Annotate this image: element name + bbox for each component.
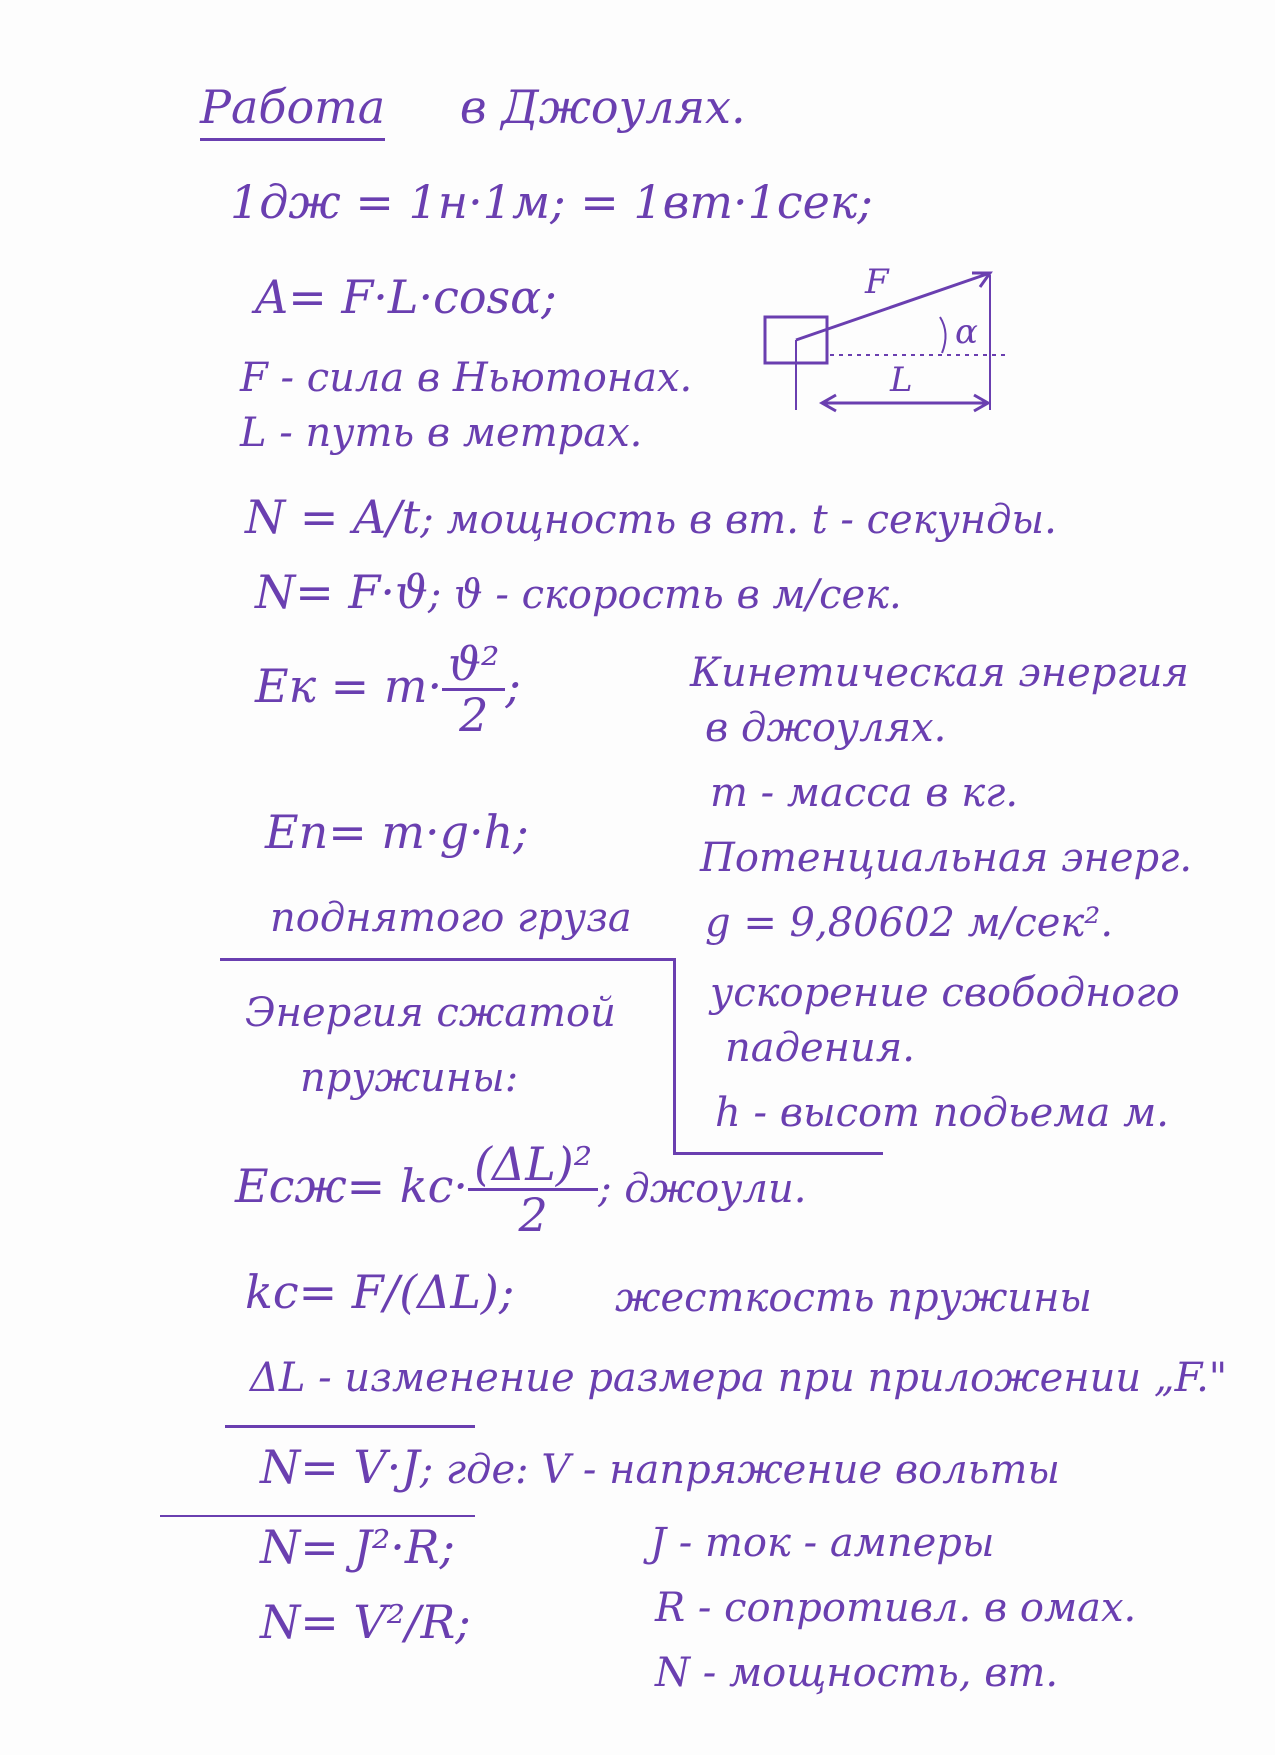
kinetic-desc-1: Кинетическая энергия <box>690 650 1189 696</box>
title-rest: в Джоулях. <box>459 80 746 134</box>
potential-energy-formula: Eп= m·g·h; <box>265 805 529 859</box>
force-diagram <box>750 255 1020 425</box>
g-desc-2: падения. <box>725 1025 915 1071</box>
nvj-formula: N= V·J <box>260 1440 420 1494</box>
spring-energy-formula <box>235 1137 807 1243</box>
page-title <box>200 80 746 134</box>
box-right-rule <box>673 958 676 1153</box>
power-velocity-line <box>255 565 902 619</box>
power-velocity-formula: N= F·ϑ <box>255 565 428 619</box>
mass-description: m - масса в кг. <box>710 770 1019 816</box>
height-description: h - высот подьема м. <box>715 1090 1169 1136</box>
angle-label: α <box>955 312 978 352</box>
esj-description: ; джоули. <box>598 1165 807 1212</box>
title-word: Работа <box>200 80 385 141</box>
stiffness-description: жесткость пружины <box>615 1275 1092 1321</box>
esj-numerator: (ΔL)² <box>468 1140 598 1191</box>
force-description: F - сила в Ньютонах. <box>240 355 693 401</box>
potential-desc-2: поднятого груза <box>270 895 632 941</box>
ek-numerator: ϑ² <box>442 640 505 691</box>
power-description: ; мощность в вт. t - секунды. <box>420 497 1057 543</box>
potential-desc: Потенциальная энерг. <box>700 835 1193 881</box>
ek-fraction <box>442 637 505 743</box>
esj-denominator: 2 <box>518 1188 548 1243</box>
nj2r-formula: N= J²·R; <box>260 1520 456 1574</box>
velocity-description: ; ϑ - скорость в м/сек. <box>427 572 902 618</box>
esj-left: Eсж= kc· <box>235 1158 469 1213</box>
resistance-description: R - сопротивл. в омах. <box>655 1585 1137 1631</box>
kinetic-energy-formula <box>255 637 521 743</box>
electric-top-rule <box>225 1425 475 1428</box>
power-formula: N = A/t <box>245 490 421 544</box>
angle-arc <box>940 317 946 353</box>
force-label: F <box>865 262 889 302</box>
length-label: L <box>890 360 913 400</box>
electric-power-line <box>260 1440 1060 1494</box>
box-top-rule <box>220 958 675 961</box>
spring-title-2: пружины: <box>300 1055 519 1101</box>
nv2r-formula: N= V²/R; <box>260 1595 471 1649</box>
g-desc-1: ускорение свободного <box>710 970 1180 1016</box>
electric-box-rule <box>160 1515 475 1517</box>
esj-fraction <box>468 1137 598 1243</box>
ek-semicolon: ; <box>505 658 521 713</box>
power-unit-description: N - мощность, вт. <box>655 1650 1059 1696</box>
work-formula: A= F·L·cosα; <box>255 270 557 324</box>
kinetic-desc-2: в джоулях. <box>705 705 947 751</box>
ek-denominator: 2 <box>459 688 489 743</box>
ek-left: Eк = m· <box>255 658 443 713</box>
length-description: L - путь в метрах. <box>240 410 643 456</box>
g-value: g = 9,80602 м/сек². <box>705 900 1114 946</box>
power-line <box>245 490 1057 544</box>
joule-definition: 1дж = 1н·1м; = 1вт·1сек; <box>230 175 873 229</box>
current-description: J - ток - амперы <box>650 1520 995 1566</box>
nvj-description: ; где: V - напряжение вольты <box>419 1447 1060 1493</box>
spring-title-1: Энергия сжатой <box>245 990 616 1036</box>
stiffness-formula: kc= F/(ΔL); <box>245 1265 515 1319</box>
delta-l-description: ΔL - изменение размера при приложении „F." <box>250 1355 1228 1401</box>
